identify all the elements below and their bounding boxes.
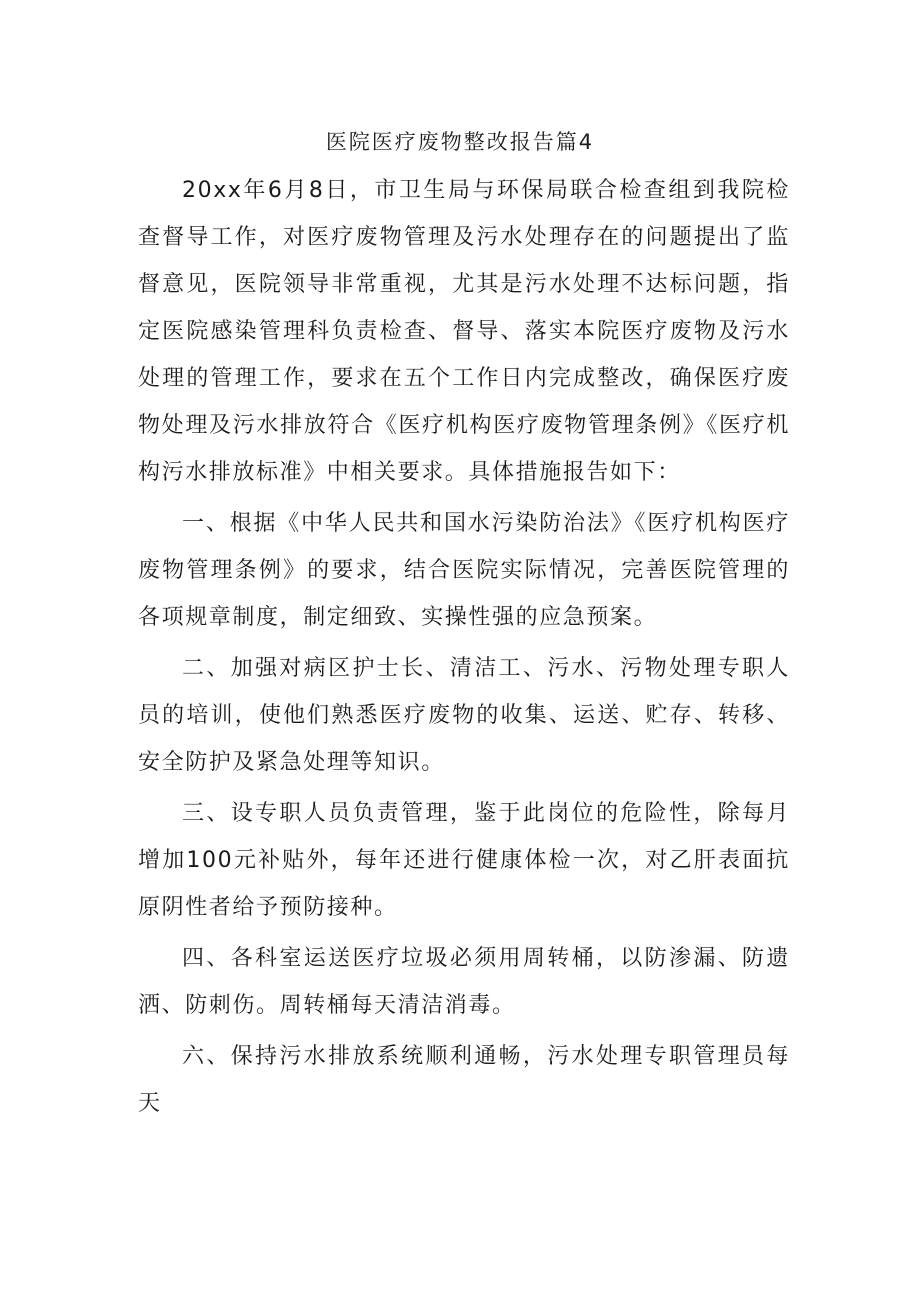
document-title: 医院医疗废物整改报告篇4 bbox=[325, 130, 595, 154]
paragraph-item-1: 一、根据《中华人民共和国水污染防治法》《医疗机构医疗废物管理条例》的要求，结合医院实际情况，完善医院管理的各项规章制度，制定细致、实操性强的应急预案。 bbox=[138, 511, 790, 630]
paragraph-item-6: 六、保持污水排放系统顺利通畅，污水处理专职管理员每天 bbox=[138, 1044, 790, 1116]
paragraph-item-4: 四、各科室运送医疗垃圾必须用周转桶，以防渗漏、防遗洒、防刺伤。周转桶每天清洁消毒。 bbox=[138, 946, 790, 1018]
paragraph-item-2: 二、加强对病区护士长、清洁工、污水、污物处理专职人员的培训，使他们熟悉医疗废物的收集、运送、贮存、转移、安全防护及紧急处理等知识。 bbox=[138, 656, 790, 775]
document-body bbox=[138, 167, 790, 1127]
paragraph-intro: 20xx年6月8日，市卫生局与环保局联合检查组到我院检查督导工作，对医疗废物管理及污水处理存在的问题提出了监督意见，医院领导非常重视，尤其是污水处理不达标问题，指定医院感染管理科负责检查、督导、落实本院医疗废物及污水处理的管理工作，要求在五个工作日内完成整改，确保医疗废物处理及污水排放符合《医疗机构医疗废物管理条例》《医疗机构污水排放标准》中相关要求。具体措施报告如下： bbox=[138, 178, 790, 485]
paragraph-item-3: 三、设专职人员负责管理，鉴于此岗位的危险性，除每月增加100元补贴外，每年还进行健康体检一次，对乙肝表面抗原阴性者给予预防接种。 bbox=[138, 801, 790, 920]
